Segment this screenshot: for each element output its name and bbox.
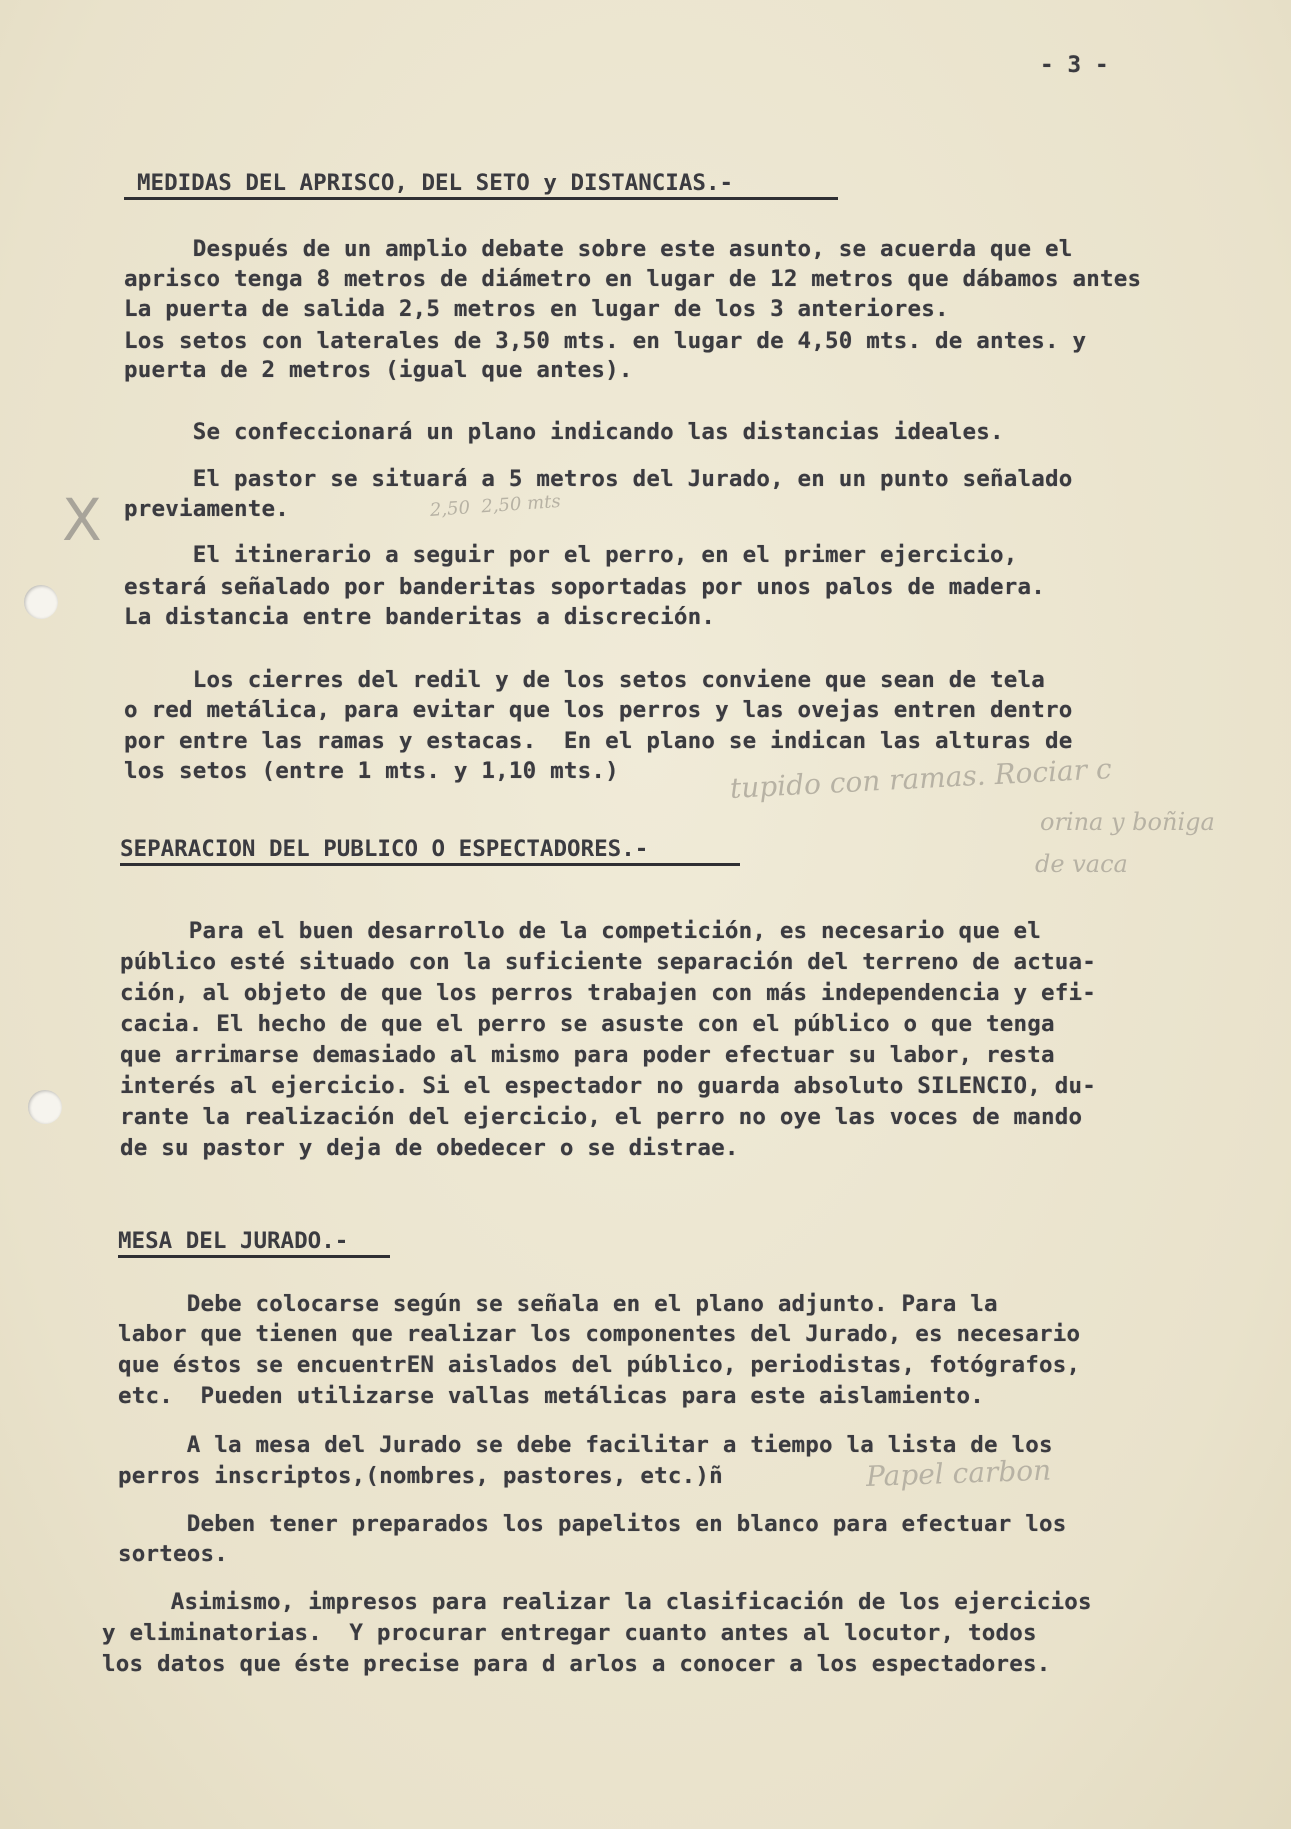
text-line: Para el buen desarrollo de la competición, es necesario que el [120, 918, 1041, 944]
heading-underline [120, 863, 740, 866]
text-line: A la mesa del Jurado se debe facilitar a tiempo la lista de los [118, 1432, 1053, 1458]
text-line: interés al ejercicio. Si el espectador no guarda absoluto SILENCIO, du- [120, 1073, 1096, 1099]
heading-underline [118, 1255, 390, 1258]
text-line: Asimismo, impresos para realizar la clasificación de los ejercicios [102, 1589, 1092, 1615]
text-line: los datos que éste precise para d arlos a conocer a los espectadores. [102, 1651, 1051, 1677]
pencil-ramas-note: tupido con ramas. Rociar c [729, 752, 1113, 805]
text-line: Debe colocarse según se señala en el plano adjunto. Para la [118, 1291, 998, 1317]
text-line: sorteos. [118, 1541, 228, 1567]
text-line: Deben tener preparados los papelitos en blanco para efectuar los [118, 1511, 1067, 1537]
text-line: La distancia entre banderitas a discreción. [124, 604, 716, 630]
text-line: Después de un amplio debate sobre este asunto, se acuerda que el [124, 236, 1073, 262]
text-line: público esté situado con la suficiente separación del terreno de actua- [120, 949, 1096, 975]
section-heading-mesa: MESA DEL JURADO.- [118, 1228, 349, 1254]
pencil-distances-note: 2,50 2,50 mts [429, 490, 562, 521]
text-line: El pastor se situará a 5 metros del Jurado, en un punto señalado [124, 466, 1073, 492]
text-line: puerta de 2 metros (igual que antes). [124, 357, 633, 383]
text-line: estará señalado por banderitas soportadas por unos palos de madera. [124, 574, 1045, 600]
text-line: Se confeccionará un plano indicando las distancias ideales. [124, 419, 1004, 445]
text-line: El itinerario a seguir por el perro, en el primer ejercicio, [124, 542, 1018, 568]
text-line: etc. Pueden utilizarse vallas metálicas para este aislamiento. [118, 1383, 985, 1409]
text-line: aprisco tenga 8 metros de diámetro en lugar de 12 metros que dábamos antes [124, 266, 1142, 292]
text-line: previamente. [124, 496, 289, 522]
pencil-x-mark: X [62, 486, 102, 554]
text-line: por entre las ramas y estacas. En el plano se indican las alturas de [124, 728, 1073, 754]
text-line: Los setos con laterales de 3,50 mts. en lugar de 4,50 mts. de antes. y [124, 328, 1087, 354]
text-line: que arrimarse demasiado al mismo para poder efectuar su labor, resta [120, 1042, 1055, 1068]
text-line: perros inscriptos,(nombres, pastores, etc.)ñ [118, 1463, 723, 1489]
section-heading-separacion: SEPARACION DEL PUBLICO O ESPECTADORES.- [120, 836, 649, 862]
text-line: de su pastor y deja de obedecer o se distrae. [120, 1135, 739, 1161]
text-line: los setos (entre 1 mts. y 1,10 mts.) [124, 758, 619, 784]
text-line: La puerta de salida 2,5 metros en lugar de los 3 anteriores. [124, 296, 949, 322]
text-line: labor que tienen que realizar los componentes del Jurado, es necesario [118, 1321, 1081, 1347]
pencil-orina-note: orina y boñiga [1040, 808, 1215, 836]
page-number: - 3 - [1040, 52, 1109, 78]
punch-hole-bottom [28, 1090, 62, 1124]
punch-hole-top [24, 585, 58, 619]
heading-underline [124, 197, 838, 200]
section-heading-medidas: MEDIDAS DEL APRISCO, DEL SETO y DISTANCIAS.- [137, 170, 734, 196]
text-line: y eliminatorias. Y procurar entregar cuanto antes al locutor, todos [102, 1620, 1037, 1646]
text-line: ción, al objeto de que los perros trabajen con más independencia y efi- [120, 980, 1096, 1006]
text-line: o red metálica, para evitar que los perros y las ovejas entren dentro [124, 697, 1073, 723]
pencil-vaca-note: de vaca [1035, 850, 1128, 878]
text-line: que éstos se encuentrEN aislados del público, periodistas, fotógrafos, [118, 1352, 1081, 1378]
text-line: cacia. El hecho de que el perro se asuste con el público o que tenga [120, 1011, 1055, 1037]
text-line: rante la realización del ejercicio, el perro no oye las voces de mando [120, 1104, 1083, 1130]
pencil-papel-note: Papel carbon [865, 1453, 1052, 1493]
text-line: Los cierres del redil y de los setos conviene que sean de tela [124, 667, 1045, 693]
